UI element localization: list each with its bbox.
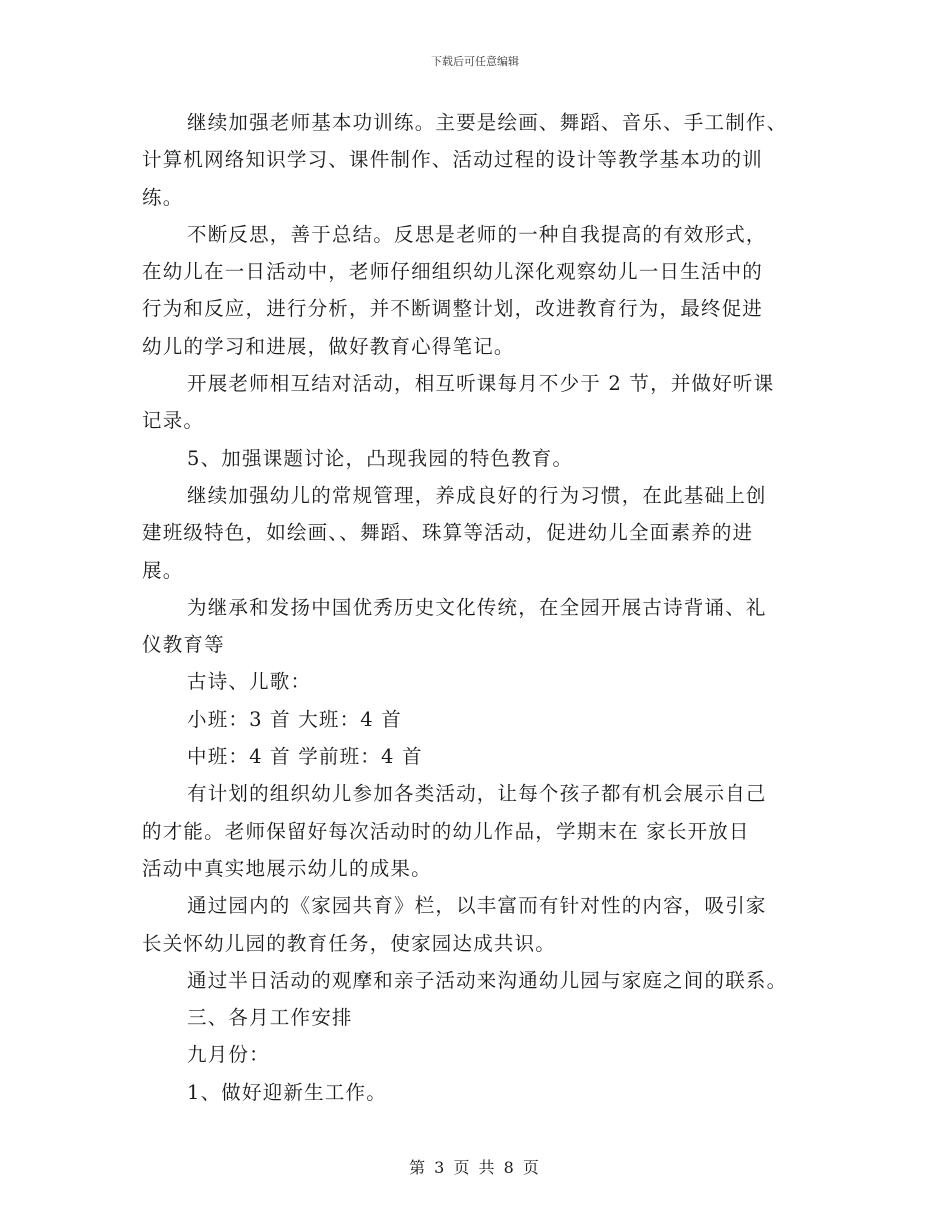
paragraph-line: 活动中真实地展示幼儿的成果。: [142, 856, 432, 880]
paragraph-line: 5、加强课题讨论，凸现我园的特色教育。: [187, 446, 574, 470]
paragraph-line: 通过园内的《家园共育》栏，以丰富而有针对性的内容，吸引家: [187, 894, 767, 918]
paragraph-line: 计算机网络知识学习、课件制作、活动过程的设计等教学基本功的训: [142, 148, 764, 172]
paragraph-line: 1、做好迎新生工作。: [187, 1080, 387, 1104]
paragraph-line: 在幼儿在一日活动中，老师仔细组织幼儿深化观察幼儿一日生活中的: [142, 260, 764, 284]
paragraph-line: 展。: [142, 558, 184, 582]
document-body: [142, 104, 810, 1111]
paragraph-line: 古诗、儿歌：: [187, 670, 312, 694]
paragraph-line: 继续加强老师基本功训练。主要是绘画、舞蹈、音乐、手工制作、: [187, 111, 788, 134]
paragraph-line: 九月份：: [187, 1043, 270, 1067]
page-number-footer: 第 3 页 共 8 页: [409, 1158, 541, 1177]
paragraph-line: 通过半日活动的观摩和亲子活动来沟通幼儿园与家庭之间的联系。: [187, 968, 788, 992]
paragraph-line: 有计划的组织幼儿参加各类活动，让每个孩子都有机会展示自己: [187, 782, 767, 806]
paragraph-line: 记录。: [142, 409, 205, 433]
paragraph-line: 建班级特色，如绘画、、舞蹈、珠算等活动，促进幼儿全面素养的进: [142, 521, 754, 545]
paragraph-line: 行为和反应，进行分析，并不断调整计划，改进教育行为，最终促进: [142, 297, 764, 321]
paragraph-line: 开展老师相互结对活动，相互听课每月不少于 2 节，并做好听课: [187, 372, 775, 396]
paragraph-line: 幼儿的学习和进展，做好教育心得笔记。: [142, 334, 515, 358]
paragraph-line: 长关怀幼儿园的教育任务，使家园达成共识。: [142, 931, 557, 955]
paragraph-line: 继续加强幼儿的常规管理，养成良好的行为习惯，在此基础上创: [187, 483, 767, 507]
paragraph-line: 三、各月工作安排: [187, 1006, 353, 1030]
page-header-note: 下载后可任意编辑: [431, 55, 519, 68]
paragraph-line: 仪教育等: [142, 633, 225, 657]
paragraph-line: 小班：3 首 大班：4 首: [187, 707, 403, 731]
paragraph-line: 不断反思，善于总结。反思是老师的一种自我提高的有效形式，: [187, 222, 767, 246]
paragraph-line: 为继承和发扬中国优秀历史文化传统，在全园开展古诗背诵、礼: [187, 595, 767, 619]
paragraph-line: 的才能。老师保留好每次活动时的幼儿作品，学期末在 家长开放日: [142, 819, 750, 843]
paragraph-line: 中班：4 首 学前班：4 首: [187, 745, 423, 769]
paragraph-line: 练。: [142, 185, 184, 209]
